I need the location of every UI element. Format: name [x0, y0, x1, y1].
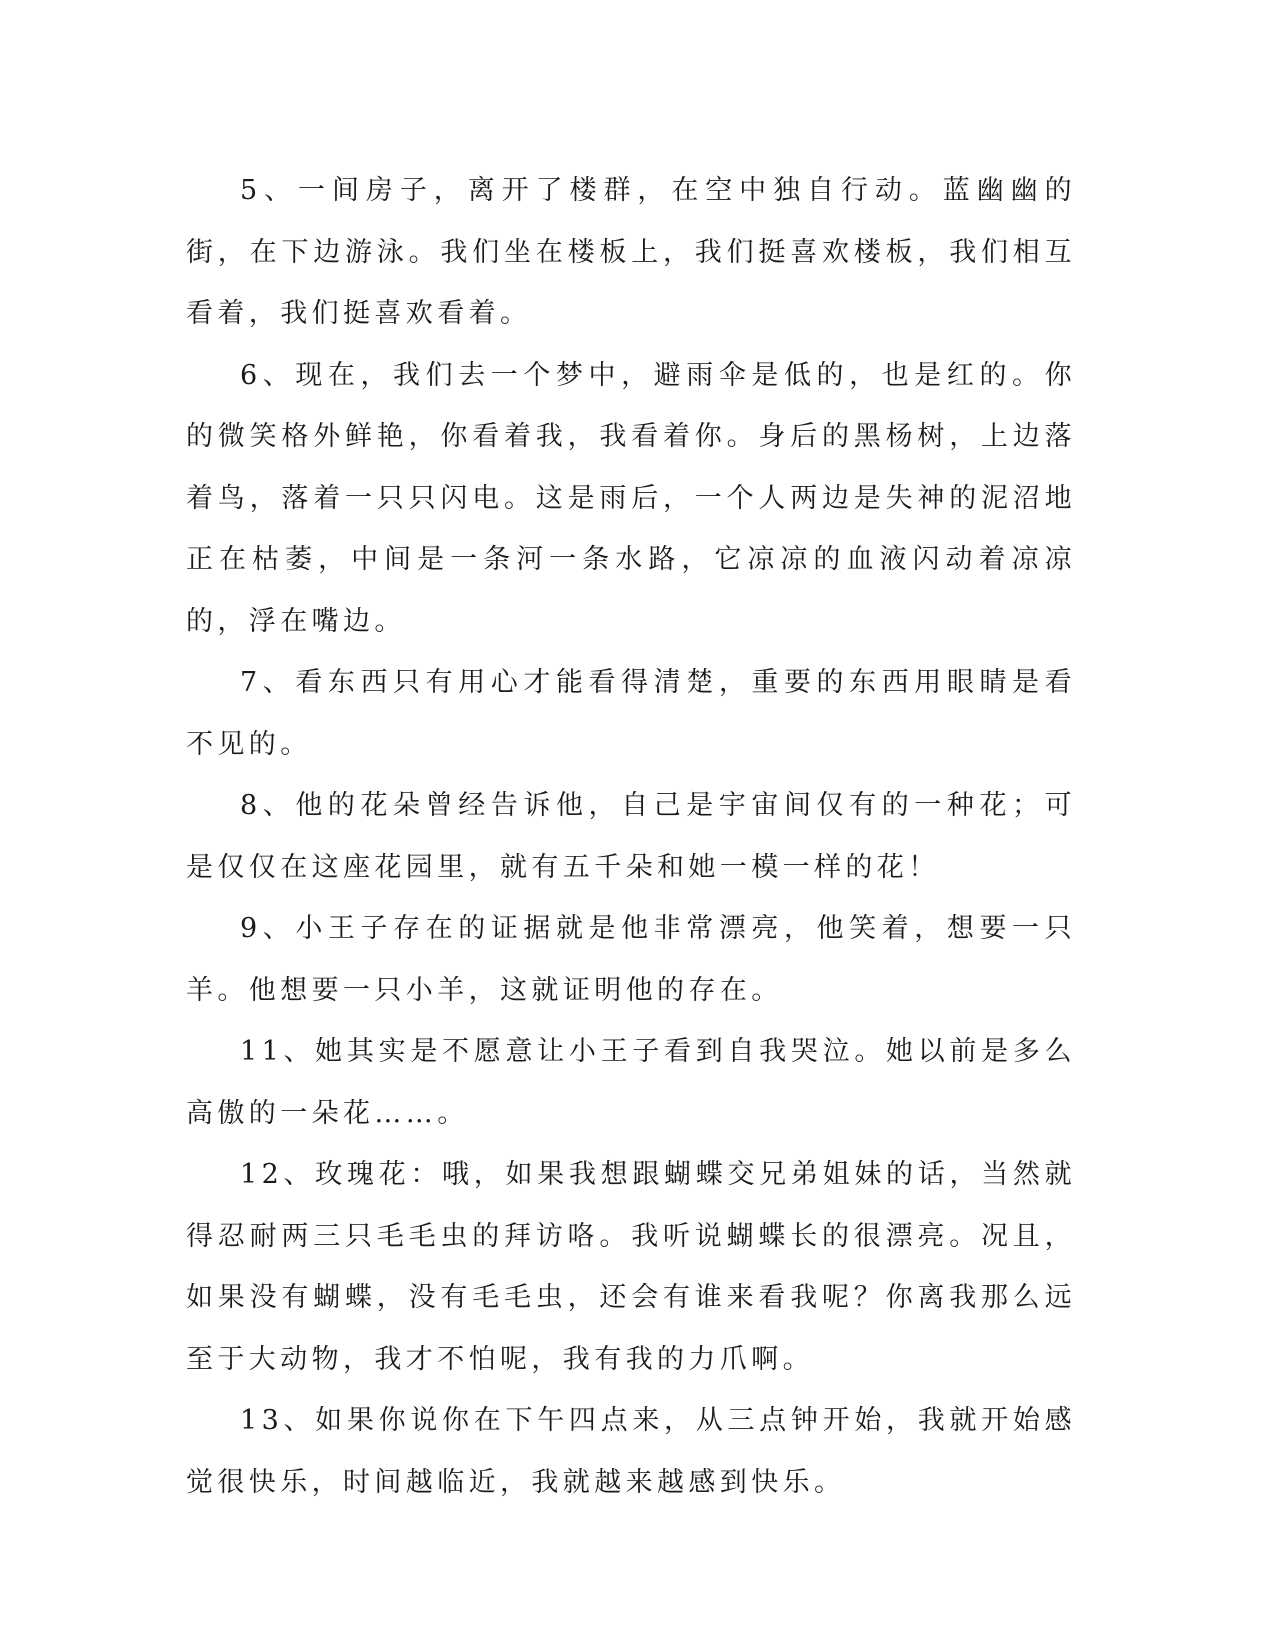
document-body — [186, 160, 1076, 1513]
paragraph-5: 5、一间房子，离开了楼群，在空中独自行动。蓝幽幽的街，在下边游泳。我们坐在楼板上，我们挺喜欢楼板，我们相互看着，我们挺喜欢看着。 — [186, 175, 1076, 329]
paragraph-8: 8、他的花朵曾经告诉他，自己是宇宙间仅有的一种花；可是仅仅在这座花园里，就有五千朵和她一模一样的花！ — [186, 790, 1076, 883]
paragraph-6: 6、现在，我们去一个梦中，避雨伞是低的，也是红的。你的微笑格外鲜艳，你看着我，我看着你。身后的黑杨树，上边落着鸟，落着一只只闪电。这是雨后，一个人两边是失神的泥沼地正在枯萎，中间是一条河一条水路，它凉凉的血液闪动着凉凉的，浮在嘴边。 — [186, 359, 1076, 637]
paragraph-9: 9、小王子存在的证据就是他非常漂亮，他笑着，想要一只羊。他想要一只小羊，这就证明他的存在。 — [186, 913, 1076, 1006]
paragraph-11: 11、她其实是不愿意让小王子看到自我哭泣。她以前是多么高傲的一朵花……。 — [186, 1036, 1076, 1129]
paragraph-7: 7、看东西只有用心才能看得清楚，重要的东西用眼睛是看不见的。 — [186, 667, 1076, 760]
paragraph-13: 13、如果你说你在下午四点来，从三点钟开始，我就开始感觉很快乐，时间越临近，我就越来越感到快乐。 — [186, 1405, 1076, 1498]
paragraph-12: 12、玫瑰花：哦，如果我想跟蝴蝶交兄弟姐妹的话，当然就得忍耐两三只毛毛虫的拜访咯。我听说蝴蝶长的很漂亮。况且，如果没有蝴蝶，没有毛毛虫，还会有谁来看我呢？你离我那么远至于大动物，我才不怕呢，我有我的力爪啊。 — [186, 1159, 1076, 1375]
